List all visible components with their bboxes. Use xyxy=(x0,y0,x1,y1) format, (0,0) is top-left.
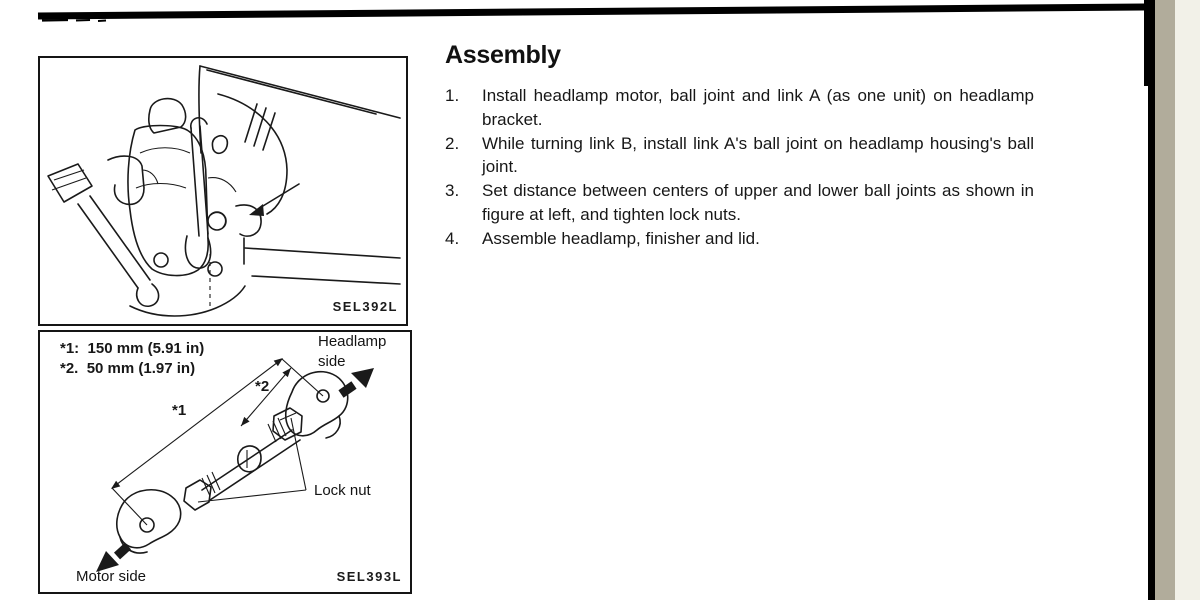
figure-code: SEL392L xyxy=(332,299,398,314)
figure-headlamp-motor-assembly xyxy=(38,56,408,326)
dim2-callout: *2 xyxy=(255,378,270,395)
step-item xyxy=(445,227,1070,251)
section-heading: Assembly xyxy=(445,41,561,69)
assembly-section xyxy=(445,41,1070,251)
step-number: 2. xyxy=(445,133,460,153)
headlamp-motor-line-drawing xyxy=(40,58,402,320)
dimension-note-1: *1: 150 mm (5.91 in) xyxy=(60,340,205,357)
page-edge-shadow xyxy=(1148,0,1155,600)
step-item xyxy=(445,84,1070,132)
headlamp-side-label-line1: Headlamp xyxy=(318,333,387,350)
headlamp-side-label-line2: side xyxy=(318,353,346,370)
step-text: Install headlamp motor, ball joint and link A (as one unit) on headlamp bracket. xyxy=(482,86,1034,129)
lock-nut-label: Lock nut xyxy=(314,482,371,499)
step-text: Set distance between centers of upper and lower ball joints as shown in figure at left, and tighten lock nuts. xyxy=(482,181,1034,224)
step-item xyxy=(445,179,1070,227)
step-number: 1. xyxy=(445,86,460,105)
figure-link-dimensions xyxy=(38,330,412,594)
step-item xyxy=(445,132,1070,180)
page-edge-band-gray xyxy=(1155,0,1175,600)
top-rule xyxy=(38,7,1146,16)
step-number: 4. xyxy=(445,228,460,248)
assembly-steps-list xyxy=(445,84,1070,251)
motor-side-label: Motor side xyxy=(76,568,147,585)
step-text: While turning link B, install link A's ball joint on headlamp housing's ball joint. xyxy=(482,133,1034,177)
dimension-note-2: *2. 50 mm (1.97 in) xyxy=(60,360,196,377)
page-edge-band-beige xyxy=(1175,0,1200,600)
dim1-callout: *1 xyxy=(172,402,187,419)
figure-code: SEL393L xyxy=(336,569,402,584)
step-number: 3. xyxy=(445,181,460,201)
step-text: Assemble headlamp, finisher and lid. xyxy=(482,228,760,248)
